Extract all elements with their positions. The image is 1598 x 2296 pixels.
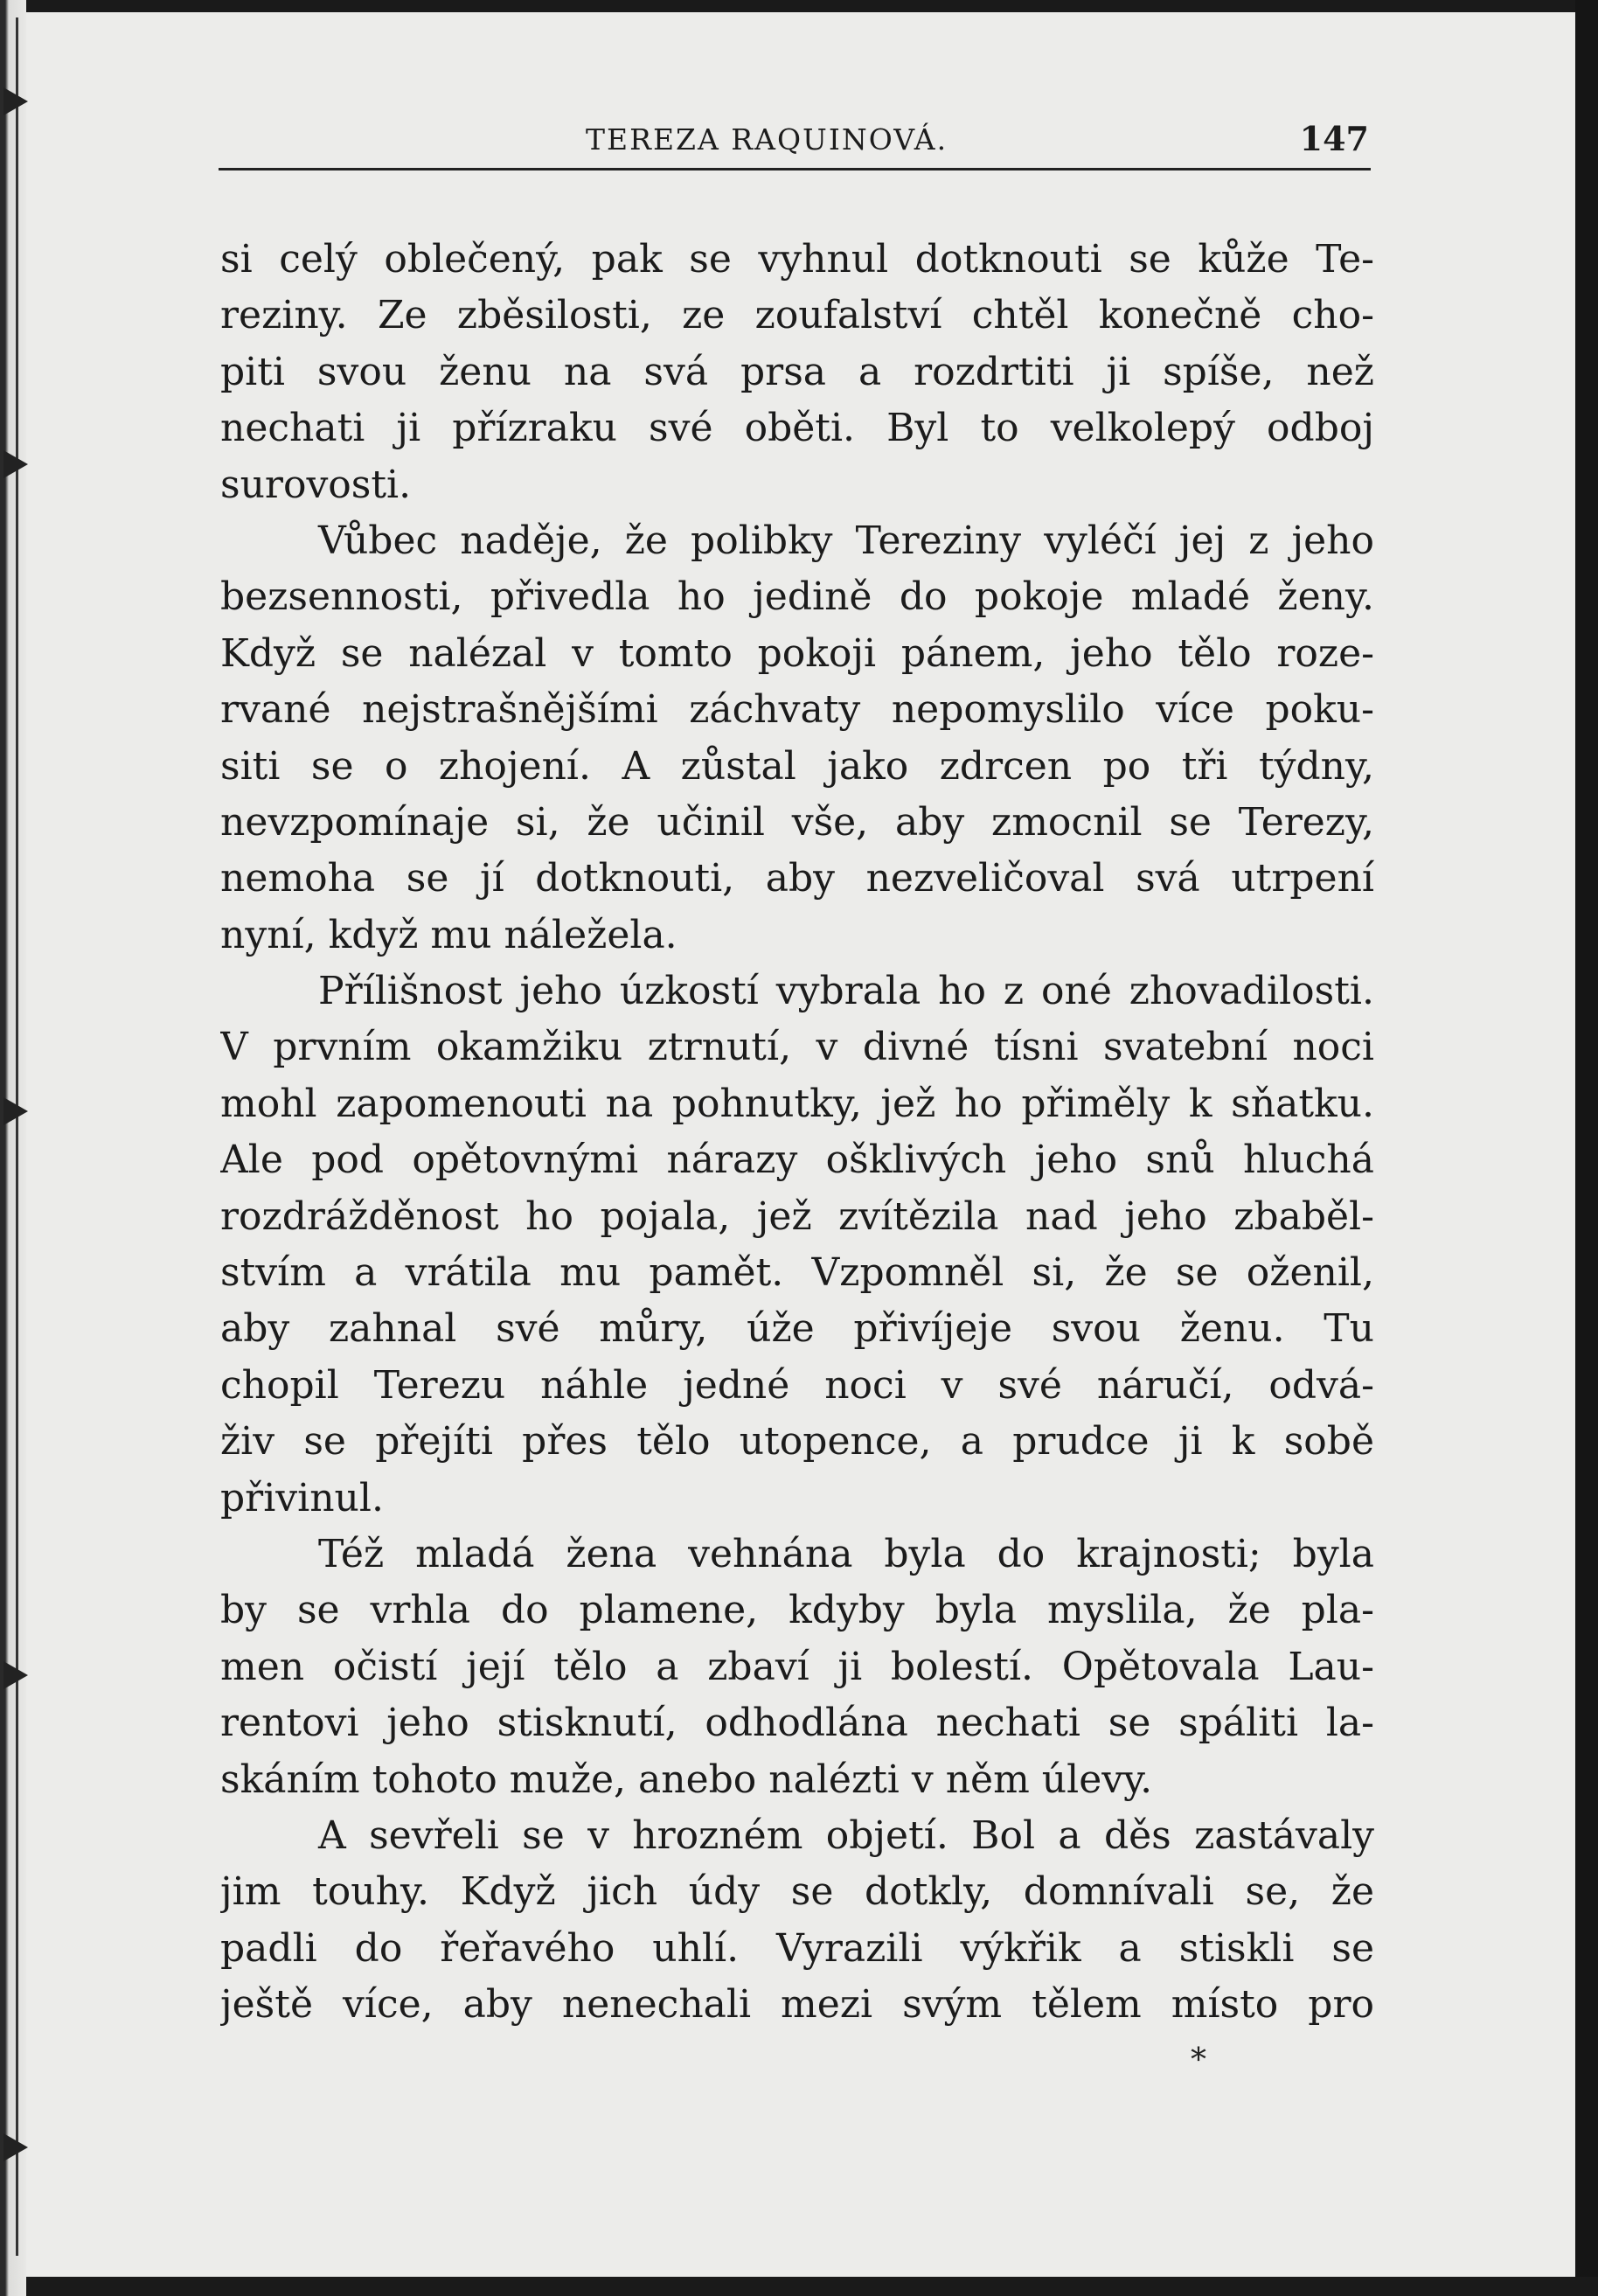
text-line: mohl zapomenouti na pohnutky, jež ho přiměly k sňatku. bbox=[220, 1081, 1374, 1126]
text-line: V prvním okamžiku ztrnutí, v divné tísni svatební noci bbox=[220, 1025, 1374, 1070]
text-line: nyní, když mu náležela. bbox=[220, 912, 677, 957]
text-line: piti svou ženu na svá prsa a rozdrtiti ji spíše, než bbox=[220, 349, 1374, 394]
binding-notch bbox=[3, 450, 28, 478]
text-line: rvané nejstrašnějšími záchvaty nepomyslilo více poku- bbox=[220, 687, 1374, 733]
scan-edge-top bbox=[0, 0, 1598, 12]
text-line: rentovi jeho stisknutí, odhodlána nechati se spáliti la- bbox=[220, 1701, 1374, 1746]
text-line: jim touhy. Když jich údy se dotkly, domnívali se, že bbox=[220, 1869, 1374, 1915]
page-number: 147 bbox=[1299, 119, 1369, 158]
text-line: přivinul. bbox=[220, 1475, 384, 1520]
text-line: by se vrhla do plamene, kdyby byla myslila, že pla- bbox=[220, 1588, 1374, 1633]
text-line: Též mladá žena vehnána byla do krajnosti; byla bbox=[318, 1531, 1374, 1576]
text-line: bezsennosti, přivedla ho jedině do pokoje mladé ženy. bbox=[220, 574, 1374, 620]
page-header bbox=[219, 119, 1371, 170]
scan-edge-bottom bbox=[0, 2277, 1598, 2296]
scan-edge-right bbox=[1575, 0, 1598, 2296]
text-line: nemoha se jí dotknouti, aby nezveličoval svá utrpení bbox=[220, 856, 1374, 901]
text-line: skáním tohoto muže, anebo nalézti v něm úlevy. bbox=[220, 1757, 1153, 1802]
text-line: chopil Terezu náhle jedné noci v své náručí, odvá- bbox=[220, 1362, 1374, 1408]
text-line: Když se nalézal v tomto pokoji pánem, jeho tělo roze- bbox=[220, 630, 1374, 676]
text-line: siti se o zhojení. A zůstal jako zdrcen po tři týdny, bbox=[220, 743, 1374, 789]
text-line: živ se přejíti přes tělo utopence, a prudce ji k sobě bbox=[220, 1419, 1374, 1465]
text-line: aby zahnal své můry, úže přivíjeje svou ženu. Tu bbox=[220, 1306, 1374, 1352]
body-text bbox=[220, 232, 1374, 2034]
text-line: ještě více, aby nenechali mezi svým tělem místo pro bbox=[220, 1982, 1374, 2028]
binding-notch bbox=[3, 1661, 28, 1689]
text-line: Ale pod opětovnými nárazy ošklivých jeho snů hluchá bbox=[220, 1138, 1374, 1183]
text-line: nechati ji přízraku své oběti. Byl to velkolepý odboj bbox=[220, 406, 1374, 451]
text-line: Vůbec naděje, že polibky Tereziny vyléčí jej z jeho bbox=[318, 518, 1374, 563]
text-line: stvím a vrátila mu pamět. Vzpomněl si, že se oženil, bbox=[220, 1250, 1374, 1296]
signature-mark: * bbox=[1191, 2042, 1206, 2078]
text-line: si celý oblečený, pak se vyhnul dotknouti se kůže Te- bbox=[220, 237, 1374, 282]
text-line: A sevřeli se v hrozném objetí. Bol a děs zastávaly bbox=[318, 1812, 1374, 1858]
text-line: Přílišnost jeho úzkostí vybrala ho z oné zhovadilosti. bbox=[318, 969, 1374, 1014]
text-line: surovosti. bbox=[220, 462, 412, 507]
text-line: reziny. Ze zběsilosti, ze zoufalství chtěl konečně cho- bbox=[220, 293, 1374, 338]
binding-notch bbox=[3, 2133, 28, 2161]
text-line: rozdrážděnost ho pojala, jež zvítězila nad jeho zbaběl- bbox=[220, 1193, 1374, 1239]
running-title: TEREZA RAQUINOVÁ. bbox=[586, 122, 948, 157]
binding-notch bbox=[3, 87, 28, 115]
text-line: padli do řeřavého uhlí. Vyrazili výkřik a stiskli se bbox=[220, 1925, 1374, 1971]
text-line: men očistí její tělo a zbaví ji bolestí. Opětovala Lau- bbox=[220, 1644, 1374, 1689]
text-line: nevzpomínaje si, že učinil vše, aby zmocnil se Terezy, bbox=[220, 799, 1374, 845]
binding-notch bbox=[3, 1097, 28, 1125]
binding-shadow bbox=[0, 0, 26, 2296]
binding-line bbox=[16, 17, 18, 2256]
